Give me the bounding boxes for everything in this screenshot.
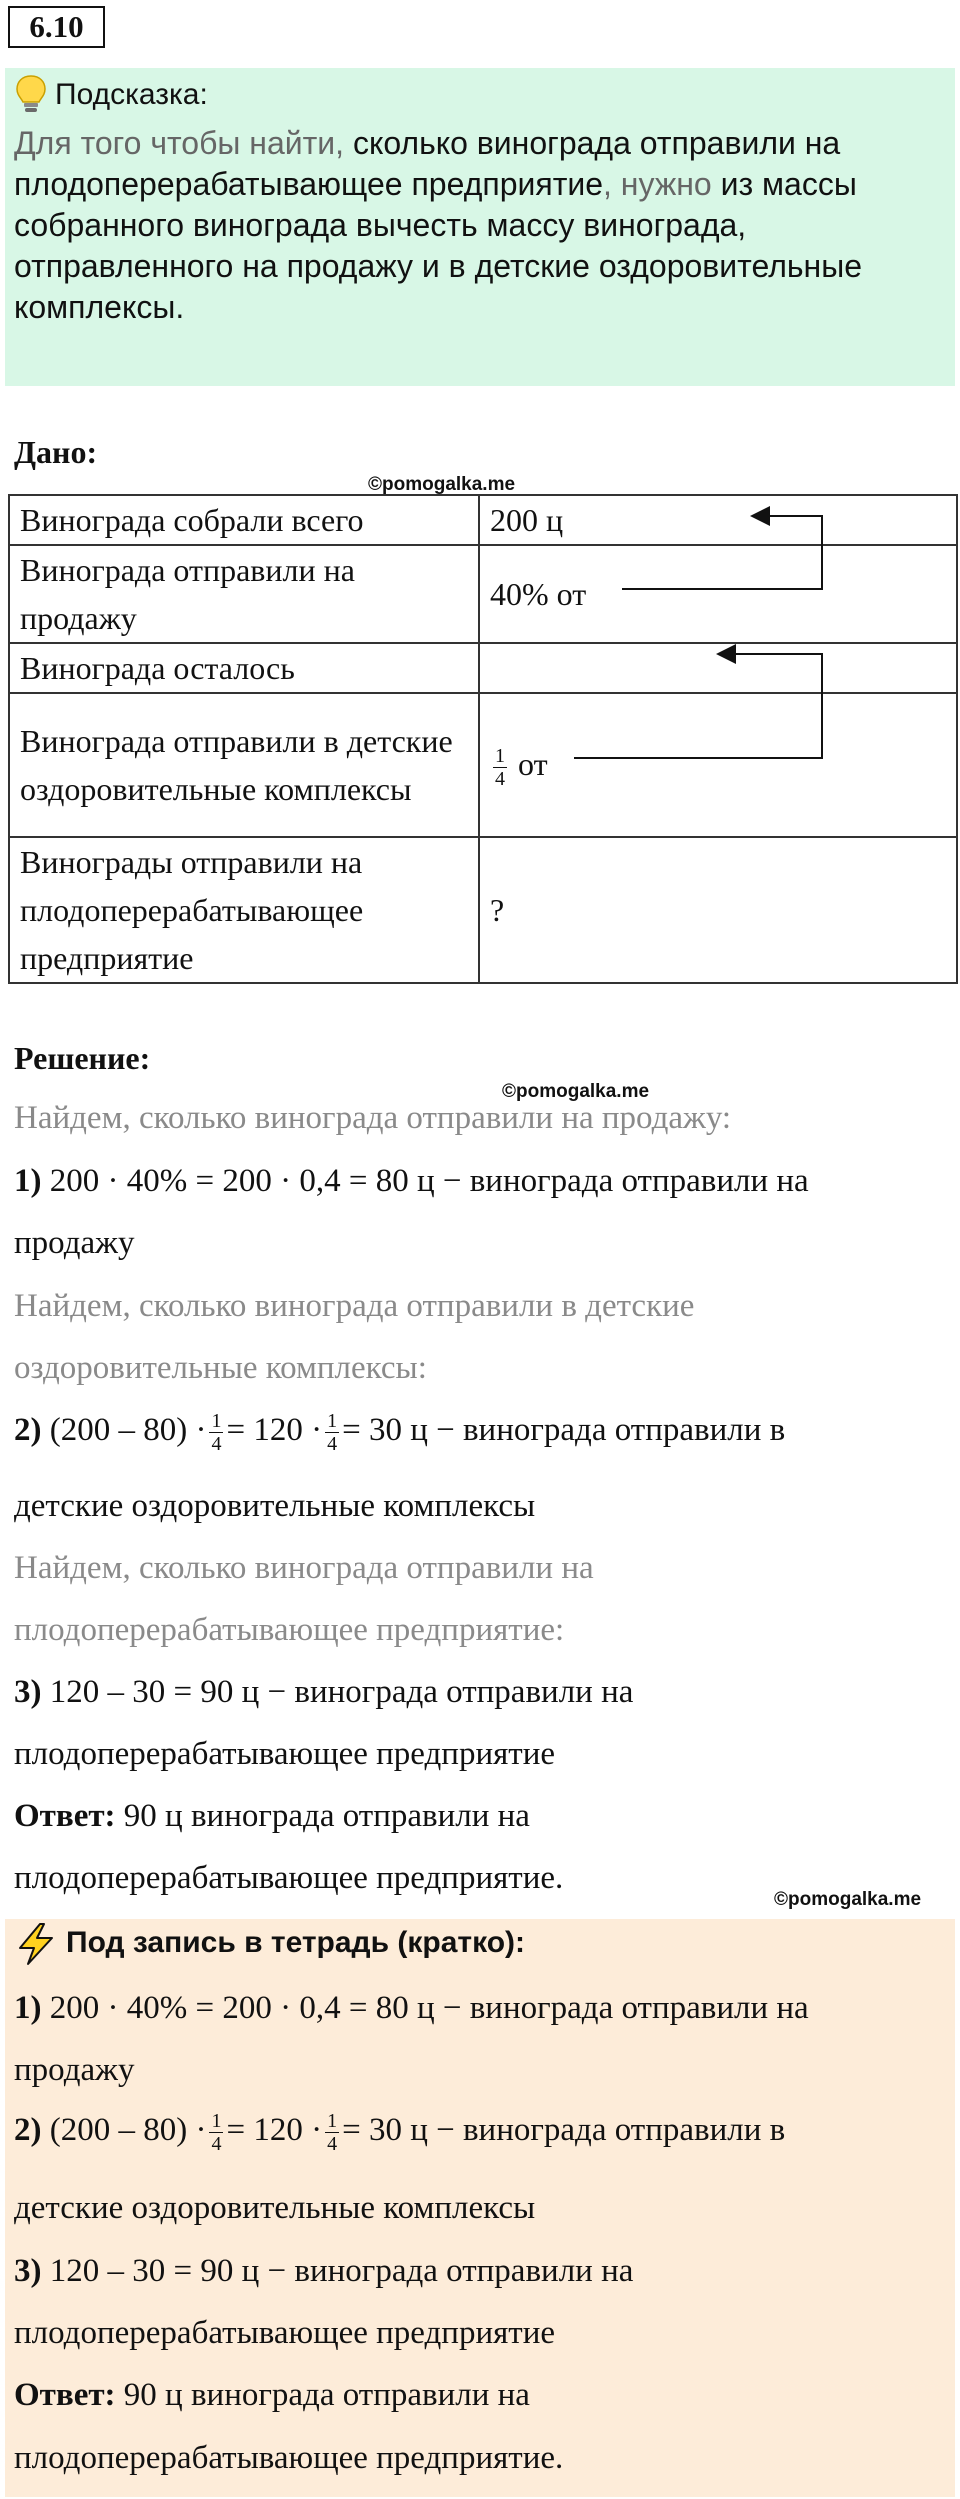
short-title: Под запись в тетрадь (кратко): xyxy=(66,1926,526,1959)
given-title: Дано: xyxy=(14,434,98,470)
short-step-1: 1) 200 · 40% = 200 · 0,4 = 80 ц − винограда отправили на xyxy=(14,1990,809,2026)
fraction: $\frac{1}{4}$ xyxy=(211,2110,222,2155)
row-value: 200 ц xyxy=(479,495,957,545)
row-value: 40% от xyxy=(479,545,957,643)
arrow-total xyxy=(622,516,822,589)
hint-title: Подсказка: xyxy=(55,78,208,111)
fraction: $\frac{1}{4}$ xyxy=(211,1410,222,1455)
row-label: Винограда отправили в детские оздоровительные комплексы xyxy=(9,693,479,837)
task-number: 6.10 xyxy=(8,6,105,48)
short-step-2: 2) (200 – 80) · $\frac{1}{4}$ = 120 · $\frac{1}{4}$ = 30 ц − винограда отправили в xyxy=(14,2110,786,2155)
short-step-2-cont: детские оздоровительные комплексы xyxy=(14,2190,536,2226)
answer-cont: плодоперерабатывающее предприятие. xyxy=(14,1860,564,1896)
step-1: 1) 200 · 40% = 200 · 0,4 = 80 ц − винограда отправили на xyxy=(14,1163,809,1199)
step-2-cont: детские оздоровительные комплексы xyxy=(14,1488,536,1524)
row-value: $\frac{1}{4}$ от xyxy=(479,693,957,837)
comment: плодоперерабатывающее предприятие: xyxy=(14,1612,565,1648)
comment: Найдем, сколько винограда отправили на xyxy=(14,1550,594,1586)
watermark: ©pomogalka.me xyxy=(368,474,516,495)
step-2: 2) (200 – 80) · $\frac{1}{4}$ = 120 · $\frac{1}{4}$ = 30 ц − винограда отправили в xyxy=(14,1410,786,1455)
fraction: $\frac{1}{4}$ xyxy=(327,2110,338,2155)
step-3-cont: плодоперерабатывающее предприятие xyxy=(14,1736,556,1772)
row-value: ? xyxy=(479,837,957,983)
fraction: $\frac{1}{4}$ xyxy=(495,745,505,791)
comment: Найдем, сколько винограда отправили на продажу: xyxy=(14,1100,732,1136)
row-label: Винограда осталось xyxy=(9,643,479,693)
comment: Найдем, сколько винограда отправили в детские xyxy=(14,1288,695,1324)
hint-text: Для того чтобы найти, сколько винограда отправили на плодоперерабатывающее предприятие, нужно из массы собранного винограда вычесть массу винограда, отправленного на продажу и в детские оздоровительные комплексы. xyxy=(14,125,863,325)
watermark: ©pomogalka.me xyxy=(502,1081,650,1102)
lightning-icon xyxy=(14,1922,58,1971)
solution-title: Решение: xyxy=(14,1040,151,1076)
arrow-remain xyxy=(574,654,822,758)
arrows-diagram xyxy=(0,0,960,1000)
fraction: $\frac{1}{4}$ xyxy=(327,1410,338,1455)
short-step-3-cont: плодоперерабатывающее предприятие xyxy=(14,2315,556,2351)
row-label: Винограда отправили на продажу xyxy=(9,545,479,643)
short-step-1-cont: продажу xyxy=(14,2052,135,2088)
watermark: ©pomogalka.me xyxy=(774,1889,922,1910)
row-label: Винограды отправили на плодоперерабатывающее предприятие xyxy=(9,837,479,983)
row-label: Винограда собрали всего xyxy=(9,495,479,545)
short-step-3: 3) 120 – 30 = 90 ц − винограда отправили на xyxy=(14,2253,634,2289)
short-answer: Ответ: 90 ц винограда отправили на xyxy=(14,2377,530,2413)
step-3: 3) 120 – 30 = 90 ц − винограда отправили на xyxy=(14,1674,634,1710)
comment: оздоровительные комплексы: xyxy=(14,1350,427,1386)
answer: Ответ: 90 ц винограда отправили на xyxy=(14,1798,530,1834)
short-answer-cont: плодоперерабатывающее предприятие. xyxy=(14,2440,564,2476)
step-1-cont: продажу xyxy=(14,1225,135,1261)
